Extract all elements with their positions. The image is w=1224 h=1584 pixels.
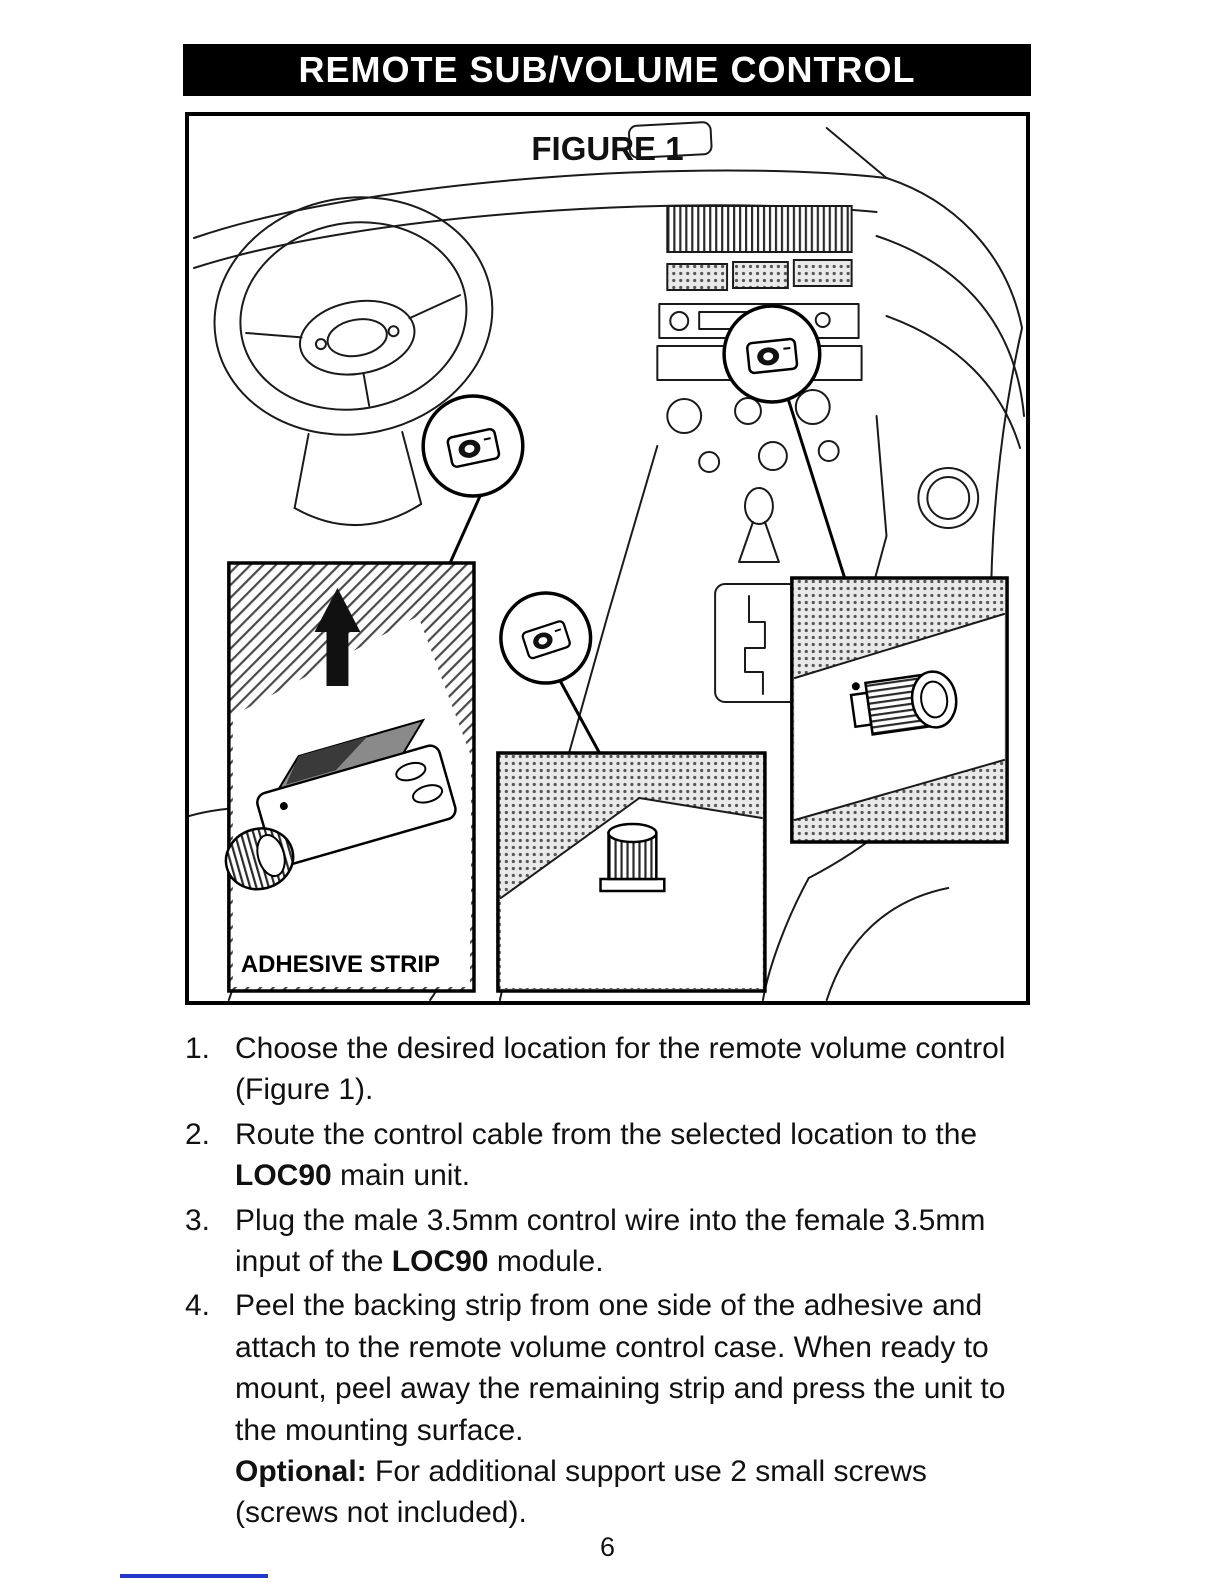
instructions-list bbox=[185, 1028, 1045, 1537]
adhesive-strip-label: ADHESIVE STRIP bbox=[240, 950, 440, 979]
page-title: REMOTE SUB/VOLUME CONTROL bbox=[298, 49, 916, 90]
instruction-text bbox=[235, 1028, 1035, 1111]
scan-artifact-line bbox=[120, 1574, 268, 1578]
instruction-item-1 bbox=[185, 1028, 1045, 1111]
instruction-2-pre: Route the control cable from the selected location to the bbox=[235, 1117, 978, 1151]
product-name: LOC90 bbox=[391, 1244, 489, 1278]
instruction-3-post: module. bbox=[488, 1244, 604, 1278]
instruction-item-2 bbox=[185, 1114, 1045, 1197]
leader-line-left bbox=[450, 494, 481, 563]
instruction-text bbox=[235, 1285, 1035, 1533]
instruction-number: 2. bbox=[185, 1117, 211, 1151]
callout-circle-console bbox=[501, 593, 591, 683]
leader-line-right bbox=[788, 398, 845, 578]
instruction-number: 1. bbox=[185, 1032, 211, 1065]
instruction-text bbox=[235, 1114, 1035, 1197]
instruction-number: 3. bbox=[185, 1203, 211, 1237]
instruction-2-post: main unit. bbox=[331, 1159, 471, 1193]
inset-dash-mount bbox=[792, 578, 1007, 842]
instruction-1-text: Choose the desired location for the remote volume control (Figure 1). bbox=[235, 1032, 1006, 1107]
instruction-4-text: Peel the backing strip from one side of the adhesive and attach to the remote volume control case. When ready to mount, peel away the remaining strip and press the unit to the mounting surface. bbox=[235, 1289, 1006, 1447]
leader-line-center bbox=[560, 680, 600, 753]
inset-console-mount bbox=[498, 753, 765, 991]
optional-note bbox=[235, 1451, 1035, 1534]
figure-box bbox=[185, 112, 1030, 1005]
callout-circle-dash-right bbox=[724, 306, 820, 402]
page-header-bar bbox=[183, 44, 1031, 96]
figure-illustration bbox=[189, 116, 1026, 1001]
instruction-item-4 bbox=[185, 1285, 1045, 1533]
optional-text: For additional support use 2 small screws (screws not included). bbox=[235, 1454, 927, 1530]
instruction-number: 4. bbox=[185, 1289, 211, 1323]
gear-shifter bbox=[715, 488, 799, 702]
mounted-knob-console bbox=[601, 824, 665, 891]
page-number: 6 bbox=[599, 1532, 616, 1562]
instruction-item-3 bbox=[185, 1200, 1045, 1283]
callout-circle-dash-left bbox=[423, 396, 523, 496]
product-name: LOC90 bbox=[235, 1159, 332, 1193]
figure-title: FIGURE 1 bbox=[531, 130, 684, 167]
optional-label: Optional: bbox=[235, 1454, 367, 1488]
instruction-text bbox=[235, 1200, 1035, 1283]
instruction-3-pre: Plug the male 3.5mm control wire into the female 3.5mm input of the bbox=[235, 1203, 986, 1278]
inset-adhesive-strip bbox=[203, 563, 474, 991]
